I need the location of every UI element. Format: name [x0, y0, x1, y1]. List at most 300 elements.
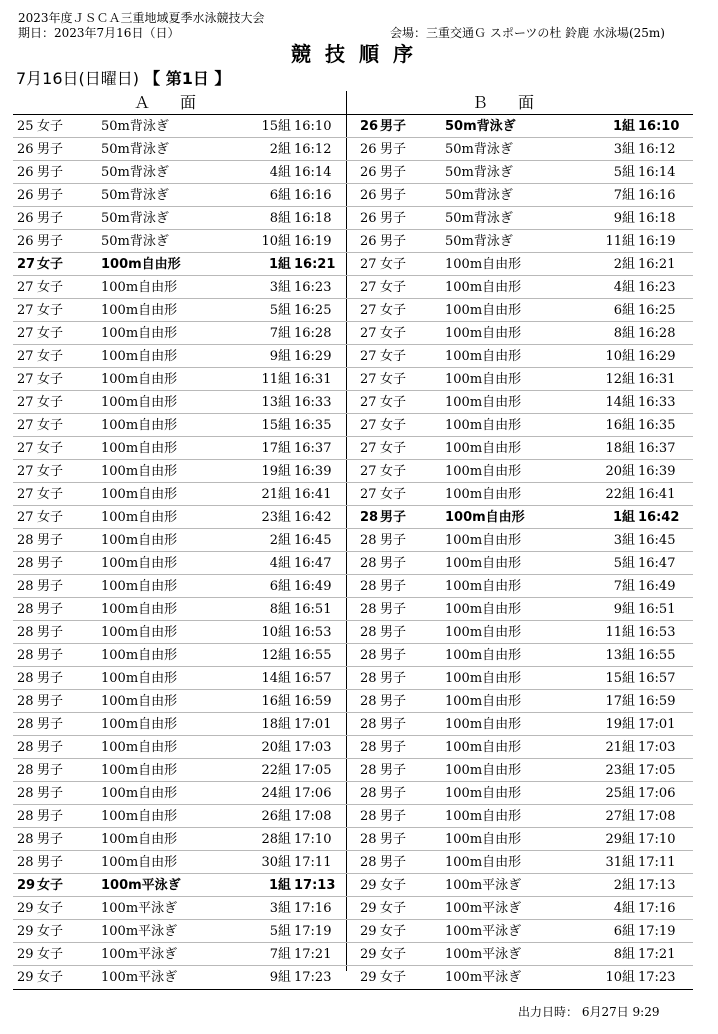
cell-num: 29 [360, 878, 377, 893]
page-title: 競技順序 [291, 42, 427, 66]
cell-heat: 5組 [613, 556, 635, 571]
cell-heat: 19組 [261, 464, 291, 479]
cell-time: 17:19 [638, 924, 676, 939]
cell-sex: 女子 [37, 970, 64, 985]
cell-time: 16:29 [638, 349, 676, 364]
cell-heat: 12組 [261, 648, 291, 663]
cell-event: 100m自由形 [445, 464, 522, 479]
cell-event: 100m自由形 [445, 832, 522, 847]
cell-event: 100m自由形 [101, 694, 178, 709]
cell-event: 100m自由形 [445, 786, 522, 801]
cell-time: 16:51 [294, 602, 332, 617]
cell-time: 17:05 [294, 763, 332, 778]
cell-time: 16:35 [294, 418, 332, 433]
heat-entry-b [347, 138, 693, 160]
heat-entry-a [13, 805, 346, 827]
cell-event: 100m自由形 [445, 809, 522, 824]
cell-sex: 男子 [380, 119, 407, 134]
heat-entry-b [347, 299, 693, 321]
cell-num: 27 [17, 487, 34, 502]
table-row [13, 483, 693, 506]
cell-event: 100m自由形 [101, 556, 178, 571]
cell-sex: 男子 [380, 786, 407, 801]
cell-time: 16:28 [294, 326, 332, 341]
printed-timestamp: 出力日時： 6月27日 9:29 [518, 1005, 660, 1019]
cell-event: 100m自由形 [101, 786, 178, 801]
cell-event: 100m自由形 [445, 487, 522, 502]
cell-time: 16:14 [638, 165, 676, 180]
cell-time: 16:23 [294, 280, 332, 295]
cell-event: 100m自由形 [445, 855, 522, 870]
cell-event: 100m自由形 [101, 487, 178, 502]
cell-time: 16:41 [638, 487, 676, 502]
cell-heat: 13組 [261, 395, 291, 410]
cell-time: 16:18 [638, 211, 676, 226]
table-row [13, 115, 693, 138]
cell-event: 100m自由形 [445, 372, 522, 387]
cell-num: 27 [360, 487, 377, 502]
cell-heat: 11組 [261, 372, 291, 387]
heat-entry-b [347, 874, 693, 896]
cell-time: 16:16 [638, 188, 676, 203]
heat-entry-a [13, 391, 346, 413]
table-row [13, 460, 693, 483]
cell-event: 50m背泳ぎ [445, 165, 513, 180]
heat-entry-b [347, 667, 693, 689]
cell-event: 100m自由形 [445, 763, 522, 778]
cell-sex: 男子 [37, 234, 64, 249]
cell-sex: 男子 [380, 234, 407, 249]
cell-num: 27 [360, 257, 377, 272]
heat-entry-a [13, 736, 346, 758]
cell-sex: 女子 [37, 280, 64, 295]
heat-entry-b [347, 552, 693, 574]
cell-num: 28 [17, 763, 34, 778]
table-row [13, 368, 693, 391]
cell-heat: 9組 [613, 602, 635, 617]
cell-heat: 8組 [613, 947, 635, 962]
cell-num: 27 [17, 372, 34, 387]
cell-event: 50m背泳ぎ [101, 234, 169, 249]
table-row [13, 506, 693, 529]
cell-heat: 18組 [605, 441, 635, 456]
cell-time: 17:13 [638, 878, 676, 893]
cell-sex: 女子 [380, 487, 407, 502]
cell-num: 29 [360, 947, 377, 962]
heat-entry-b [347, 460, 693, 482]
table-row [13, 713, 693, 736]
cell-sex: 女子 [380, 372, 407, 387]
cell-num: 26 [360, 188, 377, 203]
cell-time: 17:01 [294, 717, 332, 732]
heat-entry-a [13, 782, 346, 804]
cell-heat: 10組 [605, 349, 635, 364]
heat-entry-b [347, 828, 693, 850]
cell-num: 29 [17, 947, 34, 962]
cell-time: 16:23 [638, 280, 676, 295]
table-row [13, 782, 693, 805]
cell-heat: 15組 [261, 418, 291, 433]
cell-sex: 男子 [380, 625, 407, 640]
cell-event: 100m自由形 [101, 671, 178, 686]
cell-sex: 男子 [37, 740, 64, 755]
heat-entry-b [347, 759, 693, 781]
cell-time: 17:21 [638, 947, 676, 962]
cell-time: 16:31 [638, 372, 676, 387]
cell-sex: 男子 [380, 556, 407, 571]
cell-event: 50m背泳ぎ [445, 188, 513, 203]
cell-time: 16:31 [294, 372, 332, 387]
heat-entry-a [13, 851, 346, 873]
heat-entry-a [13, 874, 346, 896]
cell-heat: 6組 [269, 579, 291, 594]
heat-entry-a [13, 828, 346, 850]
cell-sex: 男子 [380, 717, 407, 732]
cell-time: 16:57 [638, 671, 676, 686]
cell-num: 27 [17, 418, 34, 433]
cell-num: 29 [17, 924, 34, 939]
cell-num: 26 [360, 142, 377, 157]
table-row [13, 598, 693, 621]
heat-entry-b [347, 506, 693, 528]
cell-heat: 14組 [261, 671, 291, 686]
cell-sex: 女子 [37, 487, 64, 502]
cell-num: 28 [17, 556, 34, 571]
cell-heat: 10組 [261, 625, 291, 640]
cell-event: 100m自由形 [101, 280, 178, 295]
cell-heat: 5組 [269, 924, 291, 939]
cell-time: 16:21 [294, 257, 336, 272]
cell-event: 100m平泳ぎ [101, 970, 178, 985]
heat-entry-b [347, 322, 693, 344]
cell-time: 16:14 [294, 165, 332, 180]
heat-entry-a [13, 322, 346, 344]
cell-time: 16:12 [638, 142, 676, 157]
cell-heat: 16組 [605, 418, 635, 433]
cell-sex: 女子 [380, 924, 407, 939]
heat-entry-a [13, 621, 346, 643]
cell-time: 16:42 [638, 510, 680, 525]
cell-sex: 女子 [380, 441, 407, 456]
cell-event: 100m自由形 [101, 510, 178, 525]
cell-event: 50m背泳ぎ [101, 188, 169, 203]
cell-heat: 10組 [605, 970, 635, 985]
heat-entry-b [347, 713, 693, 735]
heat-entry-a [13, 598, 346, 620]
cell-time: 16:45 [638, 533, 676, 548]
cell-num: 28 [360, 510, 379, 525]
cell-sex: 男子 [380, 740, 407, 755]
table-row [13, 161, 693, 184]
cell-event: 100m自由形 [445, 602, 522, 617]
cell-heat: 9組 [613, 211, 635, 226]
heat-entry-b [347, 391, 693, 413]
cell-event: 100m自由形 [101, 418, 178, 433]
cell-time: 17:21 [294, 947, 332, 962]
cell-time: 16:59 [294, 694, 332, 709]
cell-event: 100m自由形 [445, 625, 522, 640]
cell-sex: 女子 [380, 349, 407, 364]
cell-sex: 女子 [380, 418, 407, 433]
cell-num: 26 [360, 211, 377, 226]
cell-heat: 22組 [261, 763, 291, 778]
cell-sex: 男子 [380, 510, 407, 525]
cell-num: 28 [360, 786, 377, 801]
cell-event: 100m自由形 [445, 395, 522, 410]
cell-heat: 11組 [605, 234, 635, 249]
cell-time: 16:35 [638, 418, 676, 433]
cell-event: 100m自由形 [445, 326, 522, 341]
cell-event: 100m自由形 [445, 717, 522, 732]
heat-entry-b [347, 161, 693, 183]
cell-event: 100m自由形 [445, 441, 522, 456]
cell-num: 29 [17, 878, 36, 893]
cell-num: 27 [360, 326, 377, 341]
cell-time: 16:55 [294, 648, 332, 663]
cell-heat: 5組 [269, 303, 291, 318]
cell-heat: 11組 [605, 625, 635, 640]
cell-heat: 1組 [268, 257, 291, 272]
cell-sex: 女子 [37, 464, 64, 479]
cell-time: 16:47 [294, 556, 332, 571]
cell-heat: 21組 [261, 487, 291, 502]
cell-time: 16:39 [638, 464, 676, 479]
cell-num: 28 [360, 855, 377, 870]
heat-entry-b [347, 115, 693, 137]
cell-num: 28 [17, 648, 34, 663]
heat-entry-b [347, 805, 693, 827]
cell-sex: 女子 [380, 326, 407, 341]
cell-heat: 15組 [261, 119, 291, 134]
cell-num: 29 [360, 901, 377, 916]
table-row [13, 621, 693, 644]
cell-event: 100m自由形 [101, 441, 178, 456]
table-row [13, 690, 693, 713]
cell-event: 100m自由形 [101, 372, 178, 387]
cell-event: 100m自由形 [101, 395, 178, 410]
table-row [13, 920, 693, 943]
heat-entry-a [13, 253, 346, 275]
cell-num: 27 [17, 464, 34, 479]
heat-entry-a [13, 483, 346, 505]
heat-entry-a [13, 184, 346, 206]
heat-entry-a [13, 414, 346, 436]
heat-entry-a [13, 759, 346, 781]
cell-sex: 男子 [37, 671, 64, 686]
cell-num: 26 [360, 234, 377, 249]
cell-sex: 女子 [37, 303, 64, 318]
cell-event: 100m自由形 [101, 832, 178, 847]
heat-entry-a [13, 276, 346, 298]
schedule-table [13, 114, 693, 990]
cell-time: 16:55 [638, 648, 676, 663]
cell-sex: 女子 [37, 372, 64, 387]
cell-num: 27 [17, 441, 34, 456]
cell-time: 17:16 [638, 901, 676, 916]
table-row [13, 391, 693, 414]
cell-time: 16:49 [294, 579, 332, 594]
cell-time: 17:10 [638, 832, 676, 847]
cell-time: 16:53 [294, 625, 332, 640]
cell-heat: 14組 [605, 395, 635, 410]
cell-time: 16:10 [294, 119, 332, 134]
table-row [13, 667, 693, 690]
cell-time: 17:11 [294, 855, 332, 870]
cell-heat: 27組 [605, 809, 635, 824]
cell-num: 28 [360, 832, 377, 847]
cell-time: 17:13 [294, 878, 336, 893]
cell-event: 100m自由形 [101, 349, 178, 364]
cell-sex: 男子 [37, 579, 64, 594]
cell-time: 16:16 [294, 188, 332, 203]
cell-sex: 男子 [380, 648, 407, 663]
cell-num: 28 [17, 855, 34, 870]
cell-time: 16:29 [294, 349, 332, 364]
cell-event: 100m自由形 [445, 280, 522, 295]
cell-num: 26 [360, 119, 379, 134]
cell-event: 100m自由形 [445, 740, 522, 755]
cell-time: 16:45 [294, 533, 332, 548]
heat-entry-b [347, 253, 693, 275]
cell-heat: 6組 [613, 924, 635, 939]
heat-entry-a [13, 644, 346, 666]
cell-num: 27 [360, 303, 377, 318]
cell-sex: 男子 [37, 211, 64, 226]
cell-heat: 16組 [261, 694, 291, 709]
cell-heat: 4組 [269, 165, 291, 180]
cell-num: 27 [360, 395, 377, 410]
cell-heat: 8組 [269, 602, 291, 617]
heat-entry-b [347, 368, 693, 390]
table-row [13, 759, 693, 782]
heat-entry-b [347, 897, 693, 919]
cell-sex: 男子 [37, 832, 64, 847]
cell-event: 100m自由形 [445, 349, 522, 364]
cell-sex: 男子 [37, 809, 64, 824]
cell-event: 50m背泳ぎ [101, 211, 169, 226]
heat-entry-a [13, 713, 346, 735]
cell-sex: 男子 [380, 188, 407, 203]
cell-time: 17:03 [638, 740, 676, 755]
cell-sex: 男子 [380, 671, 407, 686]
cell-num: 26 [17, 211, 34, 226]
cell-num: 28 [360, 625, 377, 640]
heat-entry-b [347, 598, 693, 620]
cell-num: 29 [17, 970, 34, 985]
meet-name: 2023年度ＪＳＣＡ三重地域夏季水泳競技大会 [18, 11, 265, 25]
cell-heat: 13組 [605, 648, 635, 663]
cell-time: 17:03 [294, 740, 332, 755]
cell-sex: 男子 [380, 165, 407, 180]
cell-time: 17:11 [638, 855, 676, 870]
cell-sex: 女子 [380, 947, 407, 962]
cell-heat: 23組 [261, 510, 291, 525]
cell-time: 16:28 [638, 326, 676, 341]
cell-heat: 25組 [605, 786, 635, 801]
cell-sex: 女子 [37, 119, 64, 134]
cell-sex: 男子 [380, 533, 407, 548]
cell-heat: 2組 [269, 533, 291, 548]
cell-sex: 女子 [380, 464, 407, 479]
heat-entry-a [13, 161, 346, 183]
heat-entry-b [347, 644, 693, 666]
heat-entry-a [13, 966, 346, 988]
heat-entry-b [347, 414, 693, 436]
cell-num: 26 [360, 165, 377, 180]
cell-event: 100m自由形 [445, 671, 522, 686]
cell-time: 17:05 [638, 763, 676, 778]
cell-heat: 19組 [605, 717, 635, 732]
cell-num: 28 [17, 625, 34, 640]
heat-entry-b [347, 943, 693, 965]
cell-sex: 女子 [37, 418, 64, 433]
cell-event: 100m自由形 [445, 648, 522, 663]
heat-entry-a [13, 138, 346, 160]
cell-event: 100m自由形 [101, 326, 178, 341]
heat-entry-a [13, 115, 346, 137]
cell-num: 27 [17, 326, 34, 341]
cell-event: 100m自由形 [445, 533, 522, 548]
heat-entry-a [13, 345, 346, 367]
cell-num: 27 [17, 303, 34, 318]
cell-event: 50m背泳ぎ [101, 165, 169, 180]
heat-entry-a [13, 368, 346, 390]
heat-entry-a [13, 460, 346, 482]
heat-entry-b [347, 782, 693, 804]
cell-heat: 30組 [261, 855, 291, 870]
cell-sex: 男子 [37, 188, 64, 203]
cell-heat: 7組 [613, 188, 635, 203]
cell-time: 17:16 [294, 901, 332, 916]
cell-time: 16:53 [638, 625, 676, 640]
cell-event: 100m自由形 [101, 763, 178, 778]
cell-num: 28 [17, 671, 34, 686]
cell-time: 17:23 [638, 970, 676, 985]
cell-sex: 女子 [37, 901, 64, 916]
heat-entry-a [13, 667, 346, 689]
cell-event: 100m平泳ぎ [101, 901, 178, 916]
cell-num: 28 [17, 602, 34, 617]
cell-heat: 1組 [612, 510, 635, 525]
cell-heat: 3組 [613, 142, 635, 157]
cell-sex: 男子 [380, 602, 407, 617]
cell-num: 28 [17, 579, 34, 594]
cell-event: 100m自由形 [445, 303, 522, 318]
cell-time: 16:33 [294, 395, 332, 410]
column-header-b: Ｂ面 [471, 93, 564, 112]
table-row [13, 230, 693, 253]
heat-entry-b [347, 345, 693, 367]
cell-sex: 女子 [37, 924, 64, 939]
cell-heat: 22組 [605, 487, 635, 502]
cell-event: 100m自由形 [101, 625, 178, 640]
table-row [13, 529, 693, 552]
cell-sex: 男子 [380, 763, 407, 778]
table-row [13, 138, 693, 161]
cell-event: 100m平泳ぎ [445, 924, 522, 939]
cell-heat: 18組 [261, 717, 291, 732]
cell-num: 28 [17, 832, 34, 847]
table-row [13, 414, 693, 437]
cell-event: 100m自由形 [445, 257, 522, 272]
cell-heat: 29組 [605, 832, 635, 847]
cell-sex: 女子 [37, 326, 64, 341]
cell-num: 26 [17, 165, 34, 180]
table-row [13, 299, 693, 322]
heat-entry-a [13, 506, 346, 528]
cell-sex: 女子 [380, 878, 407, 893]
cell-num: 28 [360, 579, 377, 594]
